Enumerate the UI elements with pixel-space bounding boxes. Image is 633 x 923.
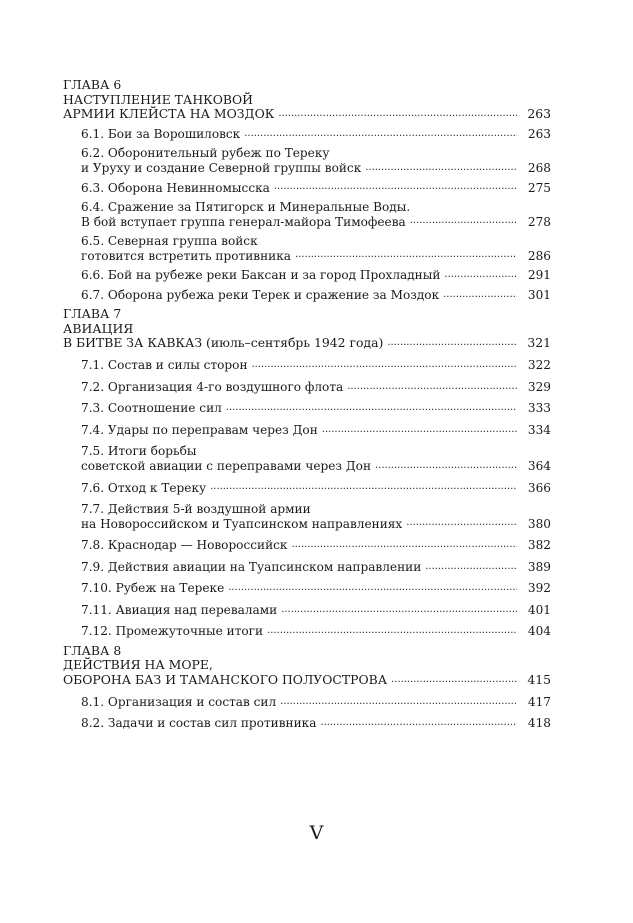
dot-leader <box>322 423 517 438</box>
section-entry <box>81 603 551 618</box>
chapter-heading <box>63 307 551 351</box>
section-title-last: 7.6. Отход к Тереку <box>81 480 207 495</box>
section-title-last: 6.6. Бой на рубеже реки Баксан и за город Прохладный <box>81 268 441 283</box>
section-page: 268 <box>527 160 551 175</box>
dot-leader <box>425 560 517 575</box>
dot-leader <box>387 336 517 351</box>
chapter-title-last: АРМИИ КЛЕЙСТА НА МОЗДОК <box>63 106 275 122</box>
section-entry <box>81 200 551 229</box>
section-entry <box>81 444 551 473</box>
section-entry <box>81 288 551 303</box>
section-entry-row <box>81 161 551 176</box>
section-entry-row <box>81 603 551 618</box>
dot-leader <box>347 380 517 395</box>
section-page: 333 <box>527 401 551 416</box>
section-title-last: 8.1. Организация и состав сил <box>81 694 277 709</box>
dot-leader <box>365 161 517 176</box>
chapter-title-last: В БИТВЕ ЗА КАВКАЗ (июль–сентябрь 1942 года) <box>63 335 384 351</box>
section-page: 418 <box>527 716 551 731</box>
section-entry-row <box>81 423 551 438</box>
section-entry-row <box>81 248 551 263</box>
section-title-line: 7.5. Итоги борьбы <box>81 444 197 459</box>
section-title-last: В бой вступает группа генерал-майора Тимофеева <box>81 214 406 229</box>
section-entry <box>81 401 551 416</box>
section-page: 329 <box>527 379 551 394</box>
section-page: 401 <box>527 602 551 617</box>
chapter-entry-row <box>63 336 551 351</box>
chapter-heading <box>63 644 551 688</box>
section-entry <box>81 480 551 495</box>
section-title-line: 7.7. Действия 5-й воздушной армии <box>81 501 311 516</box>
section-entry <box>81 624 551 639</box>
section-title-last: готовится встретить противника <box>81 248 291 263</box>
section-entry-row <box>81 288 551 303</box>
dot-leader <box>375 459 517 474</box>
section-title-last: 7.8. Краснодар — Новороссийск <box>81 538 288 553</box>
chapter-title-line: ДЕЙСТВИЯ НА МОРЕ, <box>63 657 213 673</box>
section-title-last: 7.3. Соотношение сил <box>81 401 222 416</box>
section-title-last: советской авиации с переправами через Дон <box>81 458 372 473</box>
dot-leader <box>281 603 517 618</box>
section-page: 366 <box>527 480 551 495</box>
section-entry-row <box>81 401 551 416</box>
section-entry-row <box>81 624 551 639</box>
section-title-last: на Новороссийском и Туапсинском направлениях <box>81 516 403 531</box>
section-title-last: 7.11. Авиация над перевалами <box>81 602 278 617</box>
section-entry <box>81 560 551 575</box>
section-entry-row <box>81 459 551 474</box>
dot-leader <box>228 581 517 596</box>
dot-leader <box>267 624 517 639</box>
section-entry-row <box>81 127 551 142</box>
section-title-last: 7.12. Промежуточные итоги <box>81 624 264 639</box>
chapter-title-line: ГЛАВА 8 <box>63 642 122 658</box>
dot-leader <box>406 516 517 531</box>
section-entry <box>81 127 551 142</box>
section-title-line: 6.4. Сражение за Пятигорск и Минеральные Воды. <box>81 199 411 214</box>
section-entry-row <box>81 581 551 596</box>
section-title-line: 6.2. Оборонительный рубеж по Тереку <box>81 146 330 161</box>
chapter-page: 263 <box>527 106 551 122</box>
section-page: 364 <box>527 458 551 473</box>
section-entry <box>81 538 551 553</box>
chapter-title-line: ГЛАВА 6 <box>63 77 122 92</box>
section-title-last: 7.9. Действия авиации на Туапсинском направлении <box>81 559 422 574</box>
section-entry <box>81 716 551 731</box>
section-entry-row <box>81 358 551 373</box>
dot-leader <box>280 695 517 710</box>
chapter-title-line: НАСТУПЛЕНИЕ ТАНКОВОЙ <box>63 91 253 107</box>
section-page: 278 <box>527 214 551 229</box>
chapter-title-line: ГЛАВА 7 <box>63 306 122 322</box>
section-entry-row <box>81 695 551 710</box>
section-entry <box>81 423 551 438</box>
section-entry <box>81 380 551 395</box>
section-entry <box>81 695 551 710</box>
dot-leader <box>210 480 517 495</box>
section-entry-row <box>81 560 551 575</box>
chapter-entry-row <box>63 107 551 122</box>
chapter-title-line: АВИАЦИЯ <box>63 320 134 336</box>
dot-leader <box>226 401 517 416</box>
chapter-heading <box>63 78 551 122</box>
section-entry-row <box>81 214 551 229</box>
section-entry <box>81 180 551 195</box>
section-title-last: 7.1. Состав и силы сторон <box>81 358 248 373</box>
dot-leader <box>274 180 517 195</box>
section-title-last: 7.10. Рубеж на Тереке <box>81 581 225 596</box>
section-title-last: 6.3. Оборона Невинномысска <box>81 180 270 195</box>
dot-leader <box>291 538 517 553</box>
section-entry-row <box>81 516 551 531</box>
section-page: 404 <box>527 624 551 639</box>
section-page: 301 <box>527 287 551 302</box>
dot-leader <box>252 358 517 373</box>
chapter-title-last: ОБОРОНА БАЗ И ТАМАНСКОГО ПОЛУОСТРОВА <box>63 672 388 688</box>
dot-leader <box>278 107 517 122</box>
dot-leader <box>391 673 517 688</box>
section-entry <box>81 268 551 283</box>
section-title-last: 6.7. Оборона рубежа реки Терек и сражение за Моздок <box>81 287 440 302</box>
dot-leader <box>444 268 517 283</box>
table-of-contents <box>63 78 551 731</box>
section-title-last: 6.1. Бои за Ворошиловск <box>81 126 241 141</box>
section-entry <box>81 581 551 596</box>
dot-leader <box>443 288 517 303</box>
section-page: 263 <box>527 126 551 141</box>
section-entry-row <box>81 268 551 283</box>
section-entry <box>81 502 551 531</box>
section-title-last: и Уруху и создание Северной группы войск <box>81 160 362 175</box>
section-entry <box>81 358 551 373</box>
dot-leader <box>244 127 517 142</box>
section-page: 382 <box>527 538 551 553</box>
section-entry-row <box>81 380 551 395</box>
section-entry-row <box>81 480 551 495</box>
section-entry-row <box>81 716 551 731</box>
section-entry-row <box>81 180 551 195</box>
section-page: 389 <box>527 559 551 574</box>
section-title-line: 6.5. Северная группа войск <box>81 233 258 248</box>
section-page: 380 <box>527 516 551 531</box>
dot-leader <box>410 214 517 229</box>
dot-leader <box>295 248 517 263</box>
chapter-page: 321 <box>527 335 551 351</box>
section-page: 291 <box>527 268 551 283</box>
section-page: 417 <box>527 694 551 709</box>
page-number: V <box>309 822 324 844</box>
section-entry-row <box>81 538 551 553</box>
section-page: 286 <box>527 248 551 263</box>
section-page: 334 <box>527 422 551 437</box>
chapter-page: 415 <box>527 672 551 688</box>
section-page: 275 <box>527 180 551 195</box>
section-entry <box>81 146 551 175</box>
section-entry <box>81 234 551 263</box>
dot-leader <box>320 716 517 731</box>
section-title-last: 7.4. Удары по переправам через Дон <box>81 422 318 437</box>
section-page: 392 <box>527 581 551 596</box>
section-page: 322 <box>527 358 551 373</box>
chapter-entry-row <box>63 673 551 688</box>
section-title-last: 8.2. Задачи и состав сил противника <box>81 716 317 731</box>
section-title-last: 7.2. Организация 4-го воздушного флота <box>81 379 344 394</box>
